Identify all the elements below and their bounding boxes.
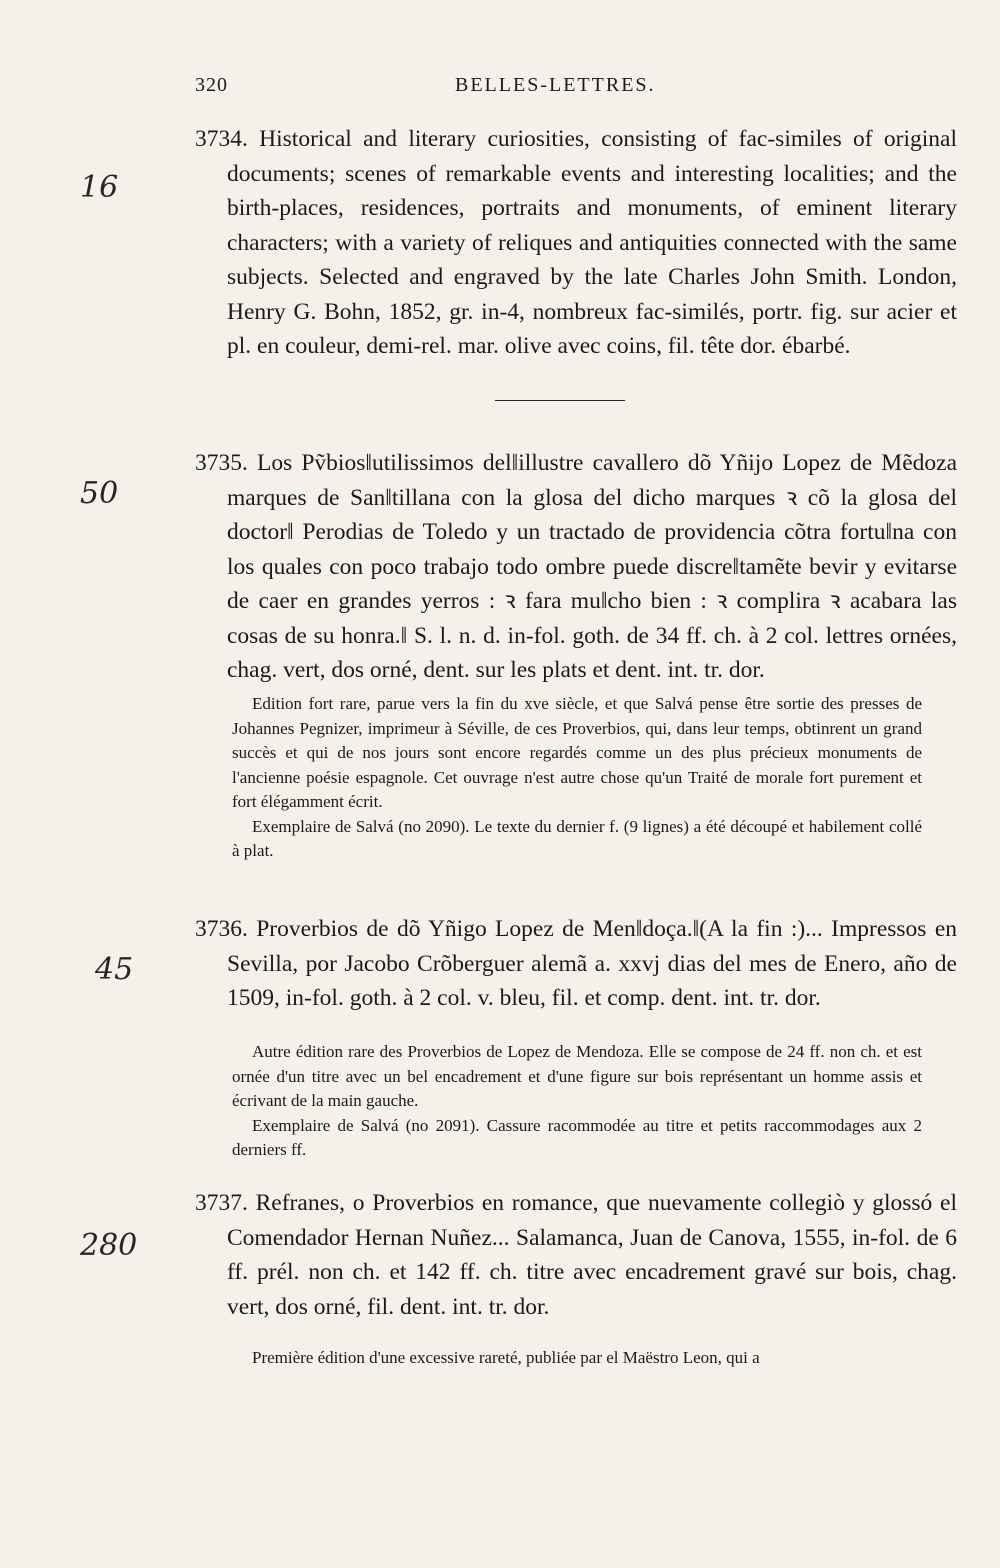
note-paragraph: Exemplaire de Salvá (no 2090). Le texte du dernier f. (9 lignes) a été découpé et habilement collé à plat. [232, 816, 922, 860]
entry-3736-notes [232, 1040, 922, 1163]
entry-3737-notes [232, 1346, 922, 1371]
section-divider [495, 400, 625, 401]
entry-3735: 3735. Los Pṽbios‖utilissimos del‖illustre cavallero dõ Yñijo Lopez de Mẽdoza marques de San‖tillana con la glosa del dicho marques ꝛ cõ la glosa del doctor‖ Perodias de Toledo y un tractado de providencia cõtra fortu‖na con los quales con poco trabajo todo ombre puede discre‖tamẽte bevir y evitarse de caer en grandes yerros : ꝛ fara mu‖cho bien : ꝛ complira ꝛ acabara las cosas de su honra.‖ S. l. n. d. in-fol. goth. de 34 ff. ch. à 2 col. lettres ornées, chag. vert, dos orné, dent. sur les plats et dent. int. tr. dor. [195, 450, 957, 683]
margin-price-3737: 280 [80, 1228, 138, 1263]
entry-3737: 3737. Refranes, o Proverbios en romance, que nuevamente collegiò y glossó el Comendador Hernan Nuñez... Salamanca, Juan de Canova, 1555, in-fol. de 6 ff. prél. non ch. et 142 ff. ch. titre avec encadrement gravé sur bois, chag. vert, dos orné, fil. dent. int. tr. dor. [195, 1190, 957, 1320]
entry-3736: 3736. Proverbios de dõ Yñigo Lopez de Men‖doça.‖(A la fin :)... Impressos en Sevilla, por Jacobo Crõberguer alemã a. xxvj dias del mes de Enero, año de 1509, in-fol. goth. à 2 col. v. bleu, fil. et comp. dent. int. tr. dor. [195, 916, 957, 1011]
note-paragraph: Exemplaire de Salvá (no 2091). Cassure racommodée au titre et petits raccommodages aux 2 derniers ff. [232, 1115, 922, 1159]
margin-price-3734: 16 [80, 170, 119, 205]
note-paragraph: Autre édition rare des Proverbios de Lopez de Mendoza. Elle se compose de 24 ff. non ch. et est ornée d'un titre avec un bel encadrement et d'une figure sur bois représentant un homme assis et écrivant de la main gauche. [232, 1042, 922, 1110]
margin-price-3736: 45 [95, 952, 134, 987]
note-paragraph: Première édition d'une excessive rareté, publiée par el Maëstro Leon, qui a [252, 1348, 760, 1367]
running-title: BELLES-LETTRES. [455, 74, 656, 96]
entry-3734: 3734. Historical and literary curiosities, consisting of fac-similes of original documents; scenes of remarkable events and interesting localities; and the birth-places, residences, portraits and monuments, of eminent literary characters; with a variety of reliques and antiquities connected with the same subjects. Selected and engraved by the late Charles John Smith. London, Henry G. Bohn, 1852, gr. in-4, nombreux fac-similés, portr. fig. sur acier et pl. en couleur, demi-rel. mar. olive avec coins, fil. tête dor. ébarbé. [195, 126, 957, 359]
page-header [195, 74, 675, 104]
entry-3735-notes [232, 692, 922, 864]
note-paragraph: Edition fort rare, parue vers la fin du xve siècle, et que Salvá pense être sortie des presses de Johannes Pegnizer, imprimeur à Séville, de ces Proverbios, qui, dans leur temps, obtinrent un grand succès et qui de nos jours sont encore regardés comme un des plus précieux monuments de l'ancienne poésie espagnole. Cet ouvrage n'est autre chose qu'un Traité de morale fort purement et fort élégamment écrit. [232, 694, 922, 811]
margin-price-3735: 50 [80, 476, 119, 511]
page-number: 320 [195, 74, 228, 96]
